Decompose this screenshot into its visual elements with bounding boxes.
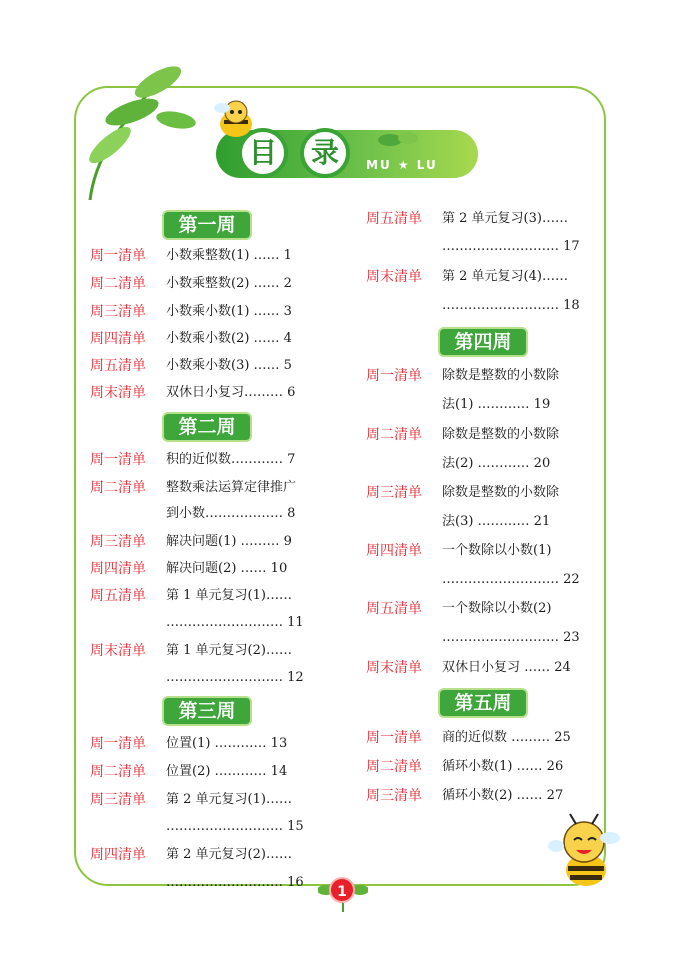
toc-entry[interactable]: 整数乘法运算定律推广 bbox=[166, 480, 297, 495]
toc-entry[interactable]: 小数乘小数(1) …… 3 bbox=[166, 304, 292, 319]
toc-entry[interactable]: 循环小数(1) …… 26 bbox=[442, 759, 564, 774]
day-label: 周末清单 bbox=[90, 385, 146, 401]
toc-entry-continuation[interactable]: 到小数……………… 8 bbox=[166, 506, 296, 521]
toc-entry-continuation[interactable]: ……………………… 15 bbox=[166, 819, 304, 834]
week-header-3: 第三周 bbox=[164, 698, 250, 724]
bee-mascot-icon bbox=[546, 812, 622, 892]
day-label: 周一清单 bbox=[366, 368, 422, 384]
toc-entry-continuation[interactable]: ……………………… 11 bbox=[166, 615, 304, 630]
toc-entry-continuation[interactable]: 法(2) ………… 20 bbox=[442, 456, 551, 471]
toc-entry[interactable]: 一个数除以小数(1) bbox=[442, 543, 552, 558]
toc-entry-continuation[interactable]: ……………………… 17 bbox=[442, 239, 580, 254]
day-label: 周一清单 bbox=[366, 730, 422, 746]
toc-entry-continuation[interactable]: ……………………… 22 bbox=[442, 572, 580, 587]
toc-entry[interactable]: 商的近似数 ……… 25 bbox=[442, 730, 571, 745]
toc-entry-continuation[interactable]: 法(3) ………… 21 bbox=[442, 514, 551, 529]
toc-entry[interactable]: 第 2 单元复习(2)…… bbox=[166, 847, 292, 862]
toc-entry-continuation[interactable]: ……………………… 18 bbox=[442, 298, 580, 313]
toc-entry[interactable]: 除数是整数的小数除 bbox=[442, 427, 560, 442]
day-label: 周五清单 bbox=[90, 588, 146, 604]
day-label: 周五清单 bbox=[90, 358, 146, 374]
week-header-5: 第五周 bbox=[440, 690, 526, 716]
toc-entry[interactable]: 解决问题(1) ……… 9 bbox=[166, 534, 292, 549]
day-label: 周一清单 bbox=[90, 248, 146, 264]
toc-entry-continuation[interactable]: 法(1) ………… 19 bbox=[442, 397, 551, 412]
day-label: 周五清单 bbox=[366, 211, 422, 227]
day-label: 周一清单 bbox=[90, 736, 146, 752]
toc-entry[interactable]: 除数是整数的小数除 bbox=[442, 368, 560, 383]
day-label: 周四清单 bbox=[90, 561, 146, 577]
toc-entry[interactable]: 第 2 单元复习(3)…… bbox=[442, 211, 568, 226]
day-label: 周末清单 bbox=[366, 269, 422, 285]
page-number: 1 bbox=[329, 877, 355, 903]
toc-entry[interactable]: 第 2 单元复习(1)…… bbox=[166, 792, 292, 807]
toc-entry[interactable]: 小数乘整数(1) …… 1 bbox=[166, 248, 292, 263]
leaf-branch-icon bbox=[70, 60, 200, 210]
day-label: 周一清单 bbox=[90, 452, 146, 468]
toc-entry[interactable]: 第 1 单元复习(2)…… bbox=[166, 643, 292, 658]
toc-entry[interactable]: 小数乘整数(2) …… 2 bbox=[166, 276, 292, 291]
day-label: 周二清单 bbox=[90, 276, 146, 292]
day-label: 周二清单 bbox=[90, 764, 146, 780]
title-subtitle: MU ★ LU bbox=[366, 158, 438, 172]
toc-entry[interactable]: 小数乘小数(2) …… 4 bbox=[166, 331, 292, 346]
day-label: 周二清单 bbox=[90, 480, 146, 496]
day-label: 周四清单 bbox=[90, 847, 146, 863]
day-label: 周四清单 bbox=[90, 331, 146, 347]
day-label: 周三清单 bbox=[90, 304, 146, 320]
toc-entry[interactable]: 一个数除以小数(2) bbox=[442, 601, 552, 616]
week-header-1: 第一周 bbox=[164, 212, 250, 238]
day-label: 周末清单 bbox=[90, 643, 146, 659]
toc-entry[interactable]: 第 1 单元复习(1)…… bbox=[166, 588, 292, 603]
day-label: 周二清单 bbox=[366, 427, 422, 443]
toc-entry-continuation[interactable]: ……………………… 23 bbox=[442, 630, 580, 645]
toc-entry[interactable]: 双休日小复习 …… 24 bbox=[442, 660, 571, 675]
toc-entry[interactable]: 第 2 单元复习(4)…… bbox=[442, 269, 568, 284]
title-char-1: 目 bbox=[238, 128, 288, 178]
day-label: 周三清单 bbox=[366, 485, 422, 501]
day-label: 周二清单 bbox=[366, 759, 422, 775]
toc-entry-continuation[interactable]: ……………………… 16 bbox=[166, 875, 304, 890]
day-label: 周四清单 bbox=[366, 543, 422, 559]
bee-icon bbox=[210, 98, 260, 142]
toc-entry[interactable]: 解决问题(2) …… 10 bbox=[166, 561, 288, 576]
toc-entry[interactable]: 除数是整数的小数除 bbox=[442, 485, 560, 500]
day-label: 周三清单 bbox=[90, 534, 146, 550]
toc-entry[interactable]: 位置(2) ………… 14 bbox=[166, 764, 288, 779]
week-header-2: 第二周 bbox=[164, 414, 250, 440]
week-header-4: 第四周 bbox=[440, 329, 526, 355]
toc-entry[interactable]: 双休日小复习……… 6 bbox=[166, 385, 296, 400]
toc-entry[interactable]: 位置(1) ………… 13 bbox=[166, 736, 288, 751]
toc-entry[interactable]: 小数乘小数(3) …… 5 bbox=[166, 358, 292, 373]
title-char-2: 录 bbox=[300, 128, 350, 178]
day-label: 周末清单 bbox=[366, 660, 422, 676]
day-label: 周三清单 bbox=[366, 788, 422, 804]
day-label: 周五清单 bbox=[366, 601, 422, 617]
toc-entry-continuation[interactable]: ……………………… 12 bbox=[166, 670, 304, 685]
toc-entry[interactable]: 循环小数(2) …… 27 bbox=[442, 788, 564, 803]
day-label: 周三清单 bbox=[90, 792, 146, 808]
toc-entry[interactable]: 积的近似数………… 7 bbox=[166, 452, 296, 467]
sprout-icon bbox=[378, 128, 418, 158]
